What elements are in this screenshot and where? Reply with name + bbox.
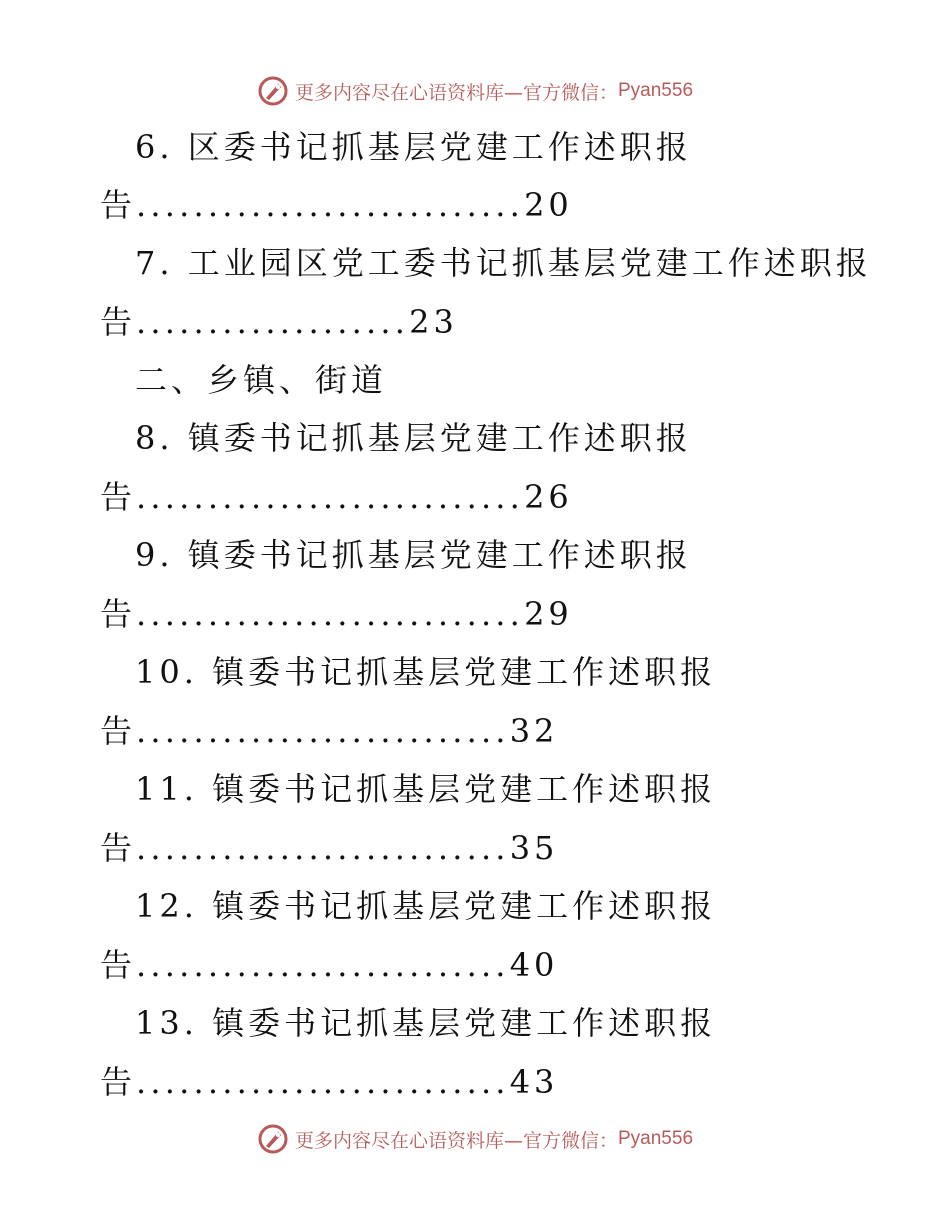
watermark-text: 更多内容尽在心语资料库—官方微信： [294, 81, 618, 104]
toc-entry-continuation [100, 477, 573, 517]
toc-entry-title: 12. 镇委书记抓基层党建工作述职报 [135, 887, 717, 925]
toc-entry-title: 10. 镇委书记抓基层党建工作述职报 [135, 653, 717, 691]
toc-entry-title: 7. 工业园区党工委书记抓基层党建工作述职报 [135, 244, 872, 282]
toc-dot-leader: .......................... [136, 946, 510, 984]
toc-page-number: 20 [524, 186, 573, 224]
toc-entry-title: 9. 镇委书记抓基层党建工作述职报 [135, 536, 692, 574]
toc-page-number: 26 [524, 478, 573, 516]
toc-page-number: 40 [509, 946, 559, 984]
toc-entry-continuation [100, 302, 458, 342]
watermark-wechat-id: Pyan556 [618, 1128, 694, 1149]
toc-wrap-char: 告 [100, 303, 137, 341]
toc-wrap-char: 告 [100, 595, 137, 633]
toc-dot-leader: .......................... [136, 829, 510, 867]
toc-entry-title: 8. 镇委书记抓基层党建工作述职报 [135, 419, 692, 457]
toc-page-number: 35 [509, 829, 559, 867]
toc-wrap-char: 告 [100, 1063, 137, 1101]
toc-entry-continuation [100, 711, 558, 751]
watermark-footer [0, 1119, 950, 1159]
toc-page-number: 32 [509, 712, 559, 750]
toc-dot-leader: ........................... [136, 186, 525, 224]
toc-dot-leader: ........................... [136, 595, 525, 633]
toc-entry-continuation [100, 945, 558, 985]
toc-dot-leader: .......................... [136, 1063, 510, 1101]
watermark-wechat-id: Pyan556 [618, 80, 694, 101]
toc-section-heading: 二、乡镇、街道 [135, 361, 388, 399]
toc-dot-leader: ........................... [136, 478, 525, 516]
toc-entry-title: 13. 镇委书记抓基层党建工作述职报 [135, 1004, 717, 1042]
toc-entry-continuation [100, 1062, 558, 1102]
pen-seal-icon [257, 1123, 289, 1155]
toc-entry-continuation [100, 828, 558, 868]
toc-entry-continuation [100, 594, 573, 634]
toc-dot-leader: .......................... [136, 712, 510, 750]
toc-entry-continuation [100, 185, 573, 225]
toc-dot-leader: ................... [136, 303, 410, 341]
pen-seal-icon [257, 75, 289, 107]
toc-wrap-char: 告 [100, 186, 137, 224]
toc-page-number: 23 [409, 303, 458, 341]
toc-wrap-char: 告 [100, 829, 137, 867]
watermark-text: 更多内容尽在心语资料库—官方微信： [294, 1129, 618, 1152]
watermark-header [0, 71, 950, 111]
toc-wrap-char: 告 [100, 478, 137, 516]
toc-wrap-char: 告 [100, 946, 137, 984]
toc-page-number: 43 [509, 1063, 559, 1101]
toc-page-number: 29 [524, 595, 573, 633]
toc-entry-title: 11. 镇委书记抓基层党建工作述职报 [135, 770, 717, 808]
toc-entry-title: 6. 区委书记抓基层党建工作述职报 [135, 128, 692, 166]
toc-wrap-char: 告 [100, 712, 137, 750]
